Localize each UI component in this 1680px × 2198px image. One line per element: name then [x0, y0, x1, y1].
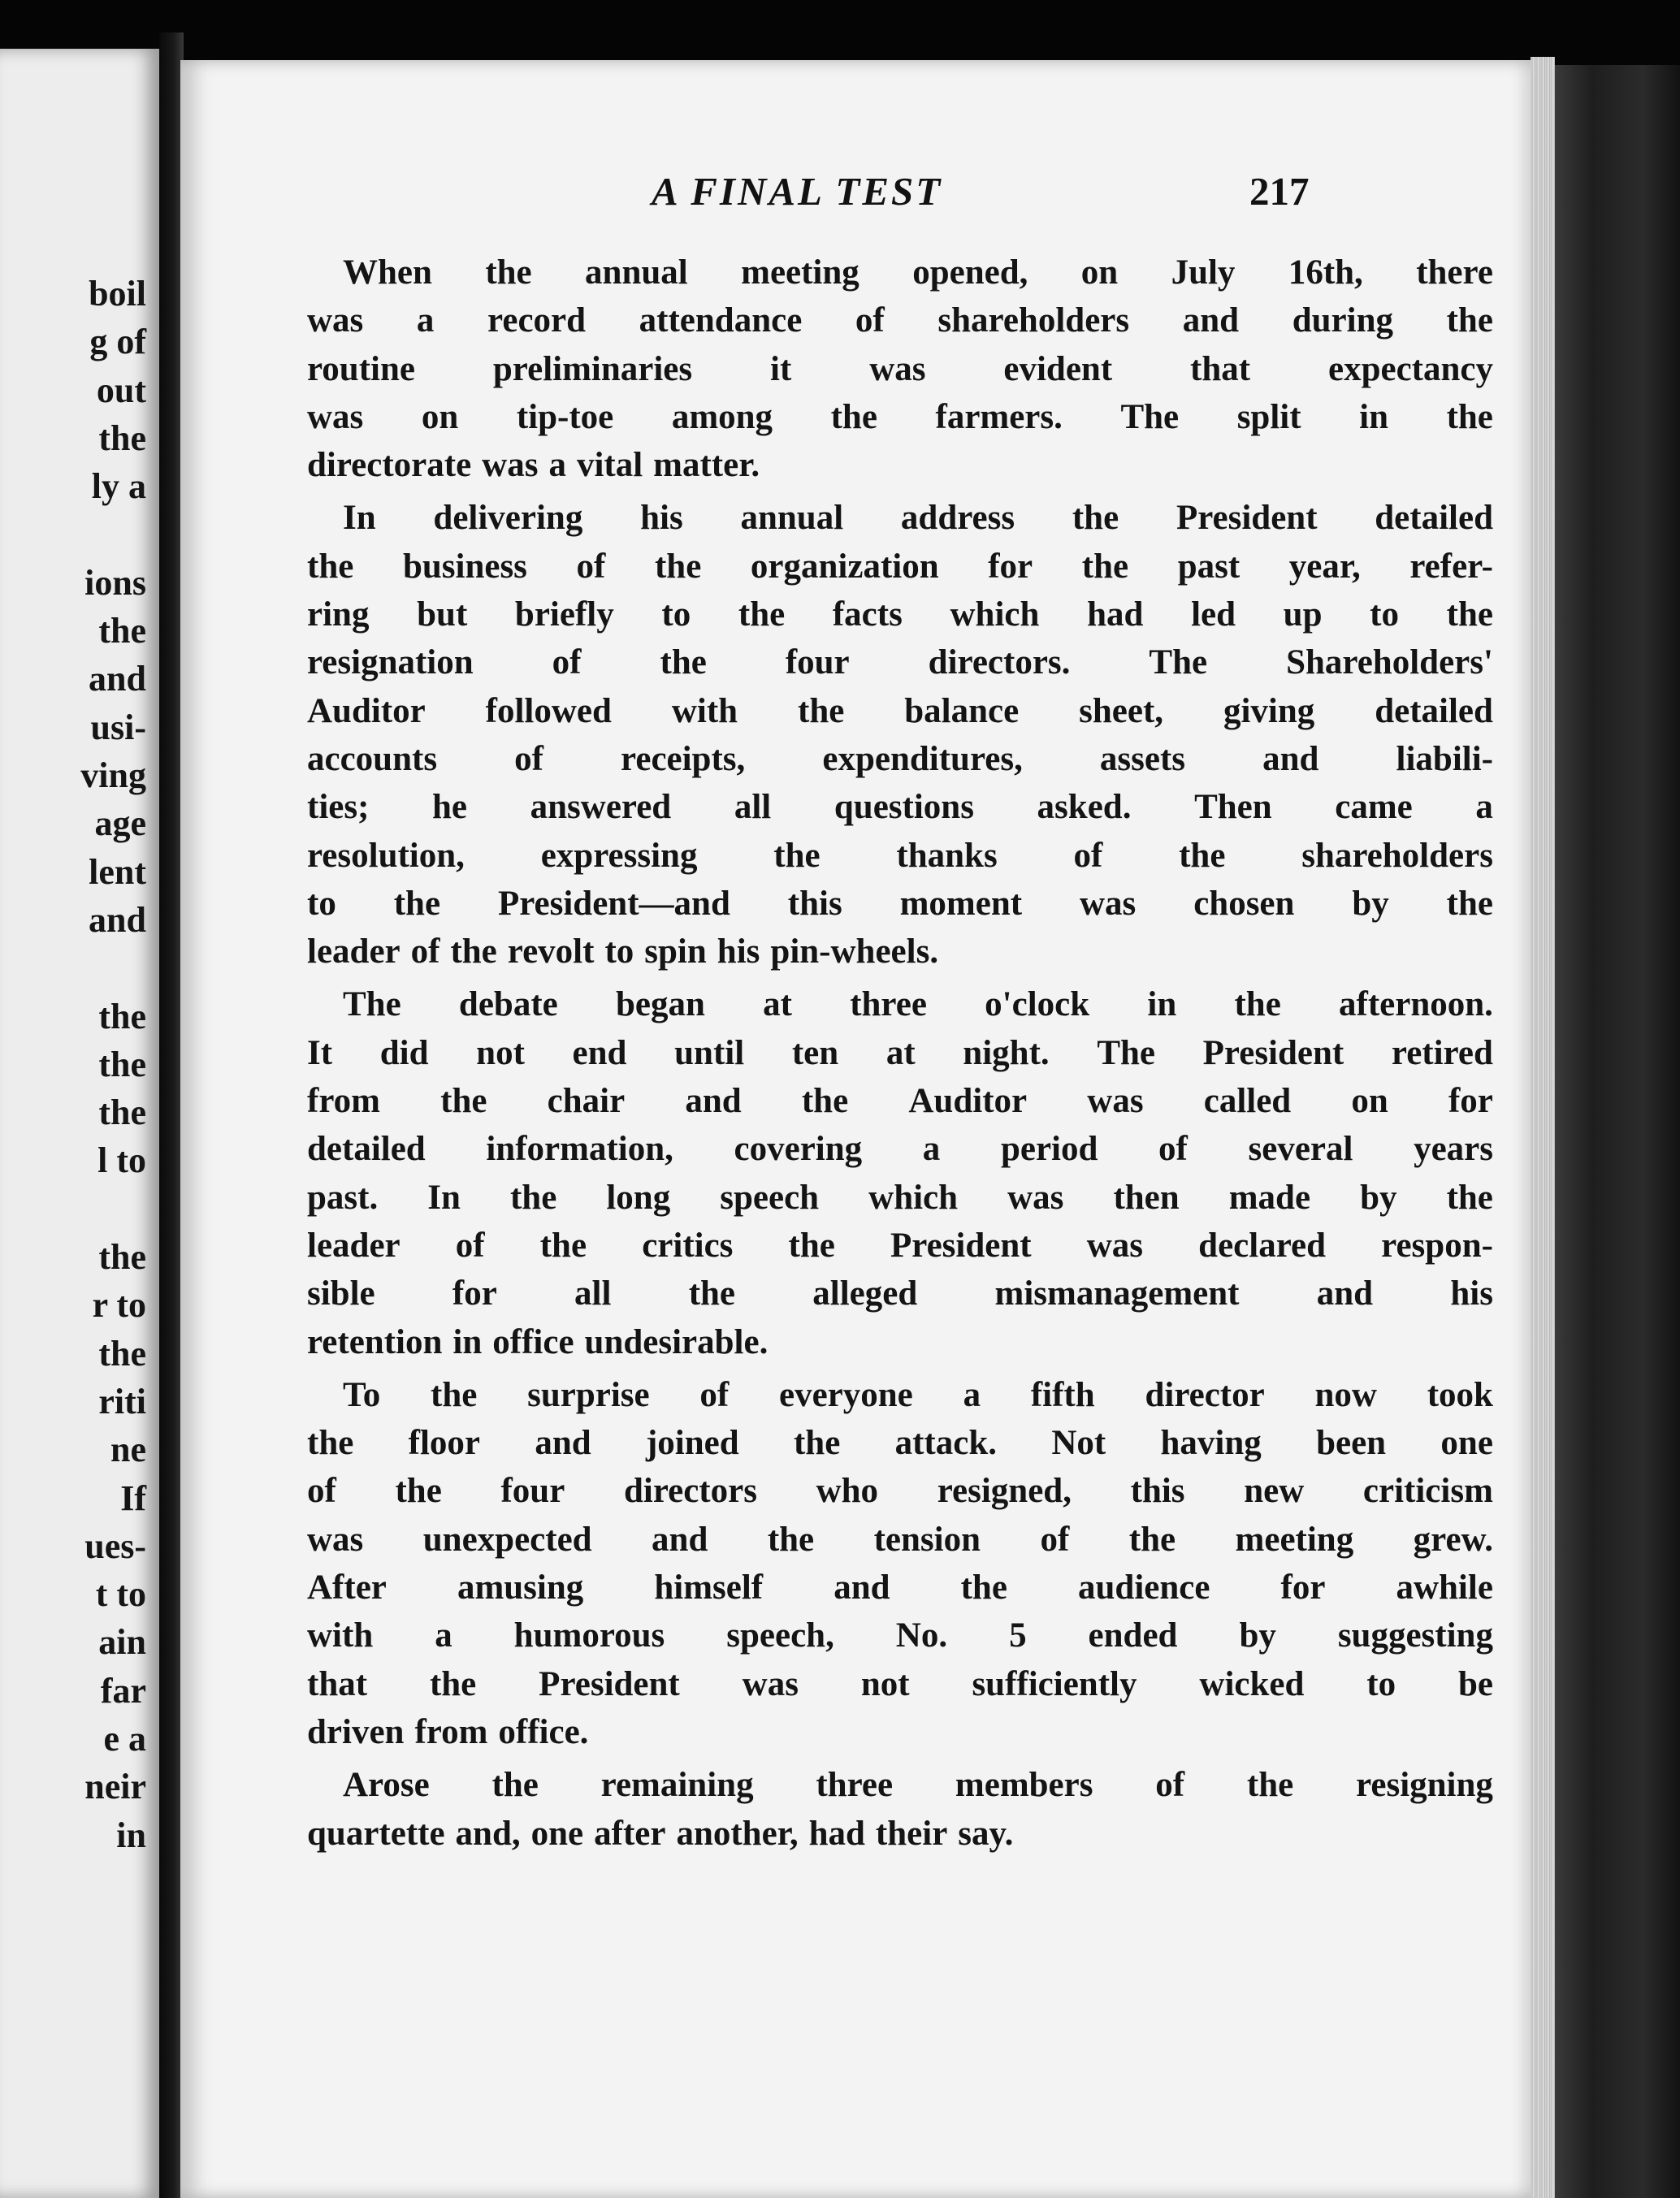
text-line: the floor and joined the attack. Not having been one — [307, 1424, 1493, 1463]
text-line: detailed information, covering a period of several years — [307, 1130, 1493, 1169]
text-line: To the surprise of everyone a fifth director now took — [343, 1375, 1493, 1414]
text-line: to the President—and this moment was chosen by the — [307, 884, 1493, 923]
text-line: routine preliminaries it was evident that expectancy — [307, 349, 1493, 388]
previous-page-text-fragment: usi- — [90, 707, 146, 747]
previous-page-text-fragment: far — [100, 1670, 146, 1711]
text-line: resolution, expressing the thanks of the shareholders — [307, 836, 1493, 875]
previous-page-text-fragment: g of — [89, 322, 146, 362]
previous-page-text-fragment: out — [96, 370, 146, 410]
previous-page-text-fragment: ly a — [91, 466, 146, 507]
previous-page-text-fragment: ues- — [84, 1525, 146, 1566]
text-line: past. In the long speech which was then made by the — [307, 1178, 1493, 1217]
previous-page-text-fragment: in — [116, 1815, 146, 1855]
text-line: leader of the critics the President was declared respon- — [307, 1226, 1493, 1265]
previous-page-edge — [0, 49, 159, 2198]
text-line: In delivering his annual address the President detailed — [343, 499, 1493, 538]
text-line: was a record attendance of shareholders and during the — [307, 301, 1493, 340]
paragraph — [307, 494, 1493, 976]
previous-page-text-fragment: r to — [92, 1285, 146, 1326]
book-cover — [1555, 65, 1680, 2198]
running-title: A FINAL TEST — [652, 169, 943, 214]
text-line: was on tip-toe among the farmers. The split in the — [307, 397, 1493, 436]
previous-page-text-fragment: If — [120, 1478, 146, 1518]
previous-page-text-fragment: age — [94, 803, 146, 844]
previous-page-text-fragment: lent — [89, 851, 146, 892]
text-line: retention in office undesirable. — [307, 1322, 769, 1361]
paragraph — [307, 1761, 1493, 1858]
previous-page-text-fragment: riti — [98, 1381, 146, 1421]
text-line: Arose the remaining three members of the resigning — [343, 1766, 1493, 1805]
previous-page-text-fragment: the — [98, 1044, 146, 1084]
previous-page-text-fragment: boil — [89, 274, 146, 314]
previous-page-text-fragment: ions — [84, 562, 146, 603]
text-line: with a humorous speech, No. 5 ended by suggesting — [307, 1616, 1493, 1655]
text-line: ties; he answered all questions asked. Then came a — [307, 788, 1493, 827]
page-edges — [1531, 57, 1555, 2198]
text-line: It did not end until ten at night. The President retired — [307, 1033, 1493, 1072]
previous-page-text-fragment: the — [98, 418, 146, 458]
text-line: the business of the organization for the past year, refer- — [307, 547, 1493, 586]
previous-page-text-fragment: the — [98, 1237, 146, 1277]
previous-page-text-fragment: ain — [98, 1622, 146, 1663]
text-line: resignation of the four directors. The Shareholders' — [307, 643, 1493, 682]
text-line: of the four directors who resigned, this new criticism — [307, 1472, 1493, 1511]
previous-page-text-fragment: and — [89, 659, 146, 699]
previous-page-text-fragment: the — [98, 1333, 146, 1374]
previous-page-text-fragment: the — [98, 1093, 146, 1133]
previous-page-text-fragment: the — [98, 996, 146, 1036]
text-line: sible for all the alleged mismanagement and his — [307, 1274, 1493, 1313]
text-line: was unexpected and the tension of the meeting grew. — [307, 1520, 1493, 1559]
paragraph — [307, 1371, 1493, 1756]
text-line: accounts of receipts, expenditures, assets and liabili- — [307, 739, 1493, 778]
previous-page-text-fragment: l to — [97, 1140, 146, 1181]
text-line: quartette and, one after another, had their say. — [307, 1814, 1014, 1853]
previous-page-text-fragment: ving — [80, 755, 146, 795]
text-line: After amusing himself and the audience for awhile — [307, 1568, 1493, 1607]
previous-page-text-fragment: e a — [103, 1719, 146, 1759]
paragraph — [307, 980, 1493, 1365]
previous-page-text-fragment: t to — [95, 1574, 146, 1615]
text-line: leader of the revolt to spin his pin-wheels. — [307, 932, 939, 971]
text-line: driven from office. — [307, 1712, 589, 1751]
text-line: directorate was a vital matter. — [307, 446, 760, 485]
previous-page-text-fragment: the — [98, 611, 146, 651]
text-line: from the chair and the Auditor was called on for — [307, 1082, 1493, 1121]
previous-page-text-fragment: and — [89, 899, 146, 940]
paragraph — [307, 249, 1493, 489]
text-line: ring but briefly to the facts which had led up to the — [307, 595, 1493, 634]
text-line: The debate began at three o'clock in the afternoon. — [343, 985, 1493, 1024]
page-header — [180, 168, 1531, 217]
page-body — [307, 249, 1493, 1863]
previous-page-text-fragment: ne — [110, 1430, 146, 1470]
text-line: that the President was not sufficiently wicked to be — [307, 1664, 1493, 1703]
previous-page-text-fragment: neir — [84, 1767, 146, 1807]
text-line: When the annual meeting opened, on July 16th, there — [343, 253, 1493, 292]
previous-page-fragments — [0, 49, 159, 2198]
page-number: 217 — [1249, 169, 1310, 214]
book-page — [180, 60, 1531, 2198]
text-line: Auditor followed with the balance sheet, giving detailed — [307, 691, 1493, 730]
